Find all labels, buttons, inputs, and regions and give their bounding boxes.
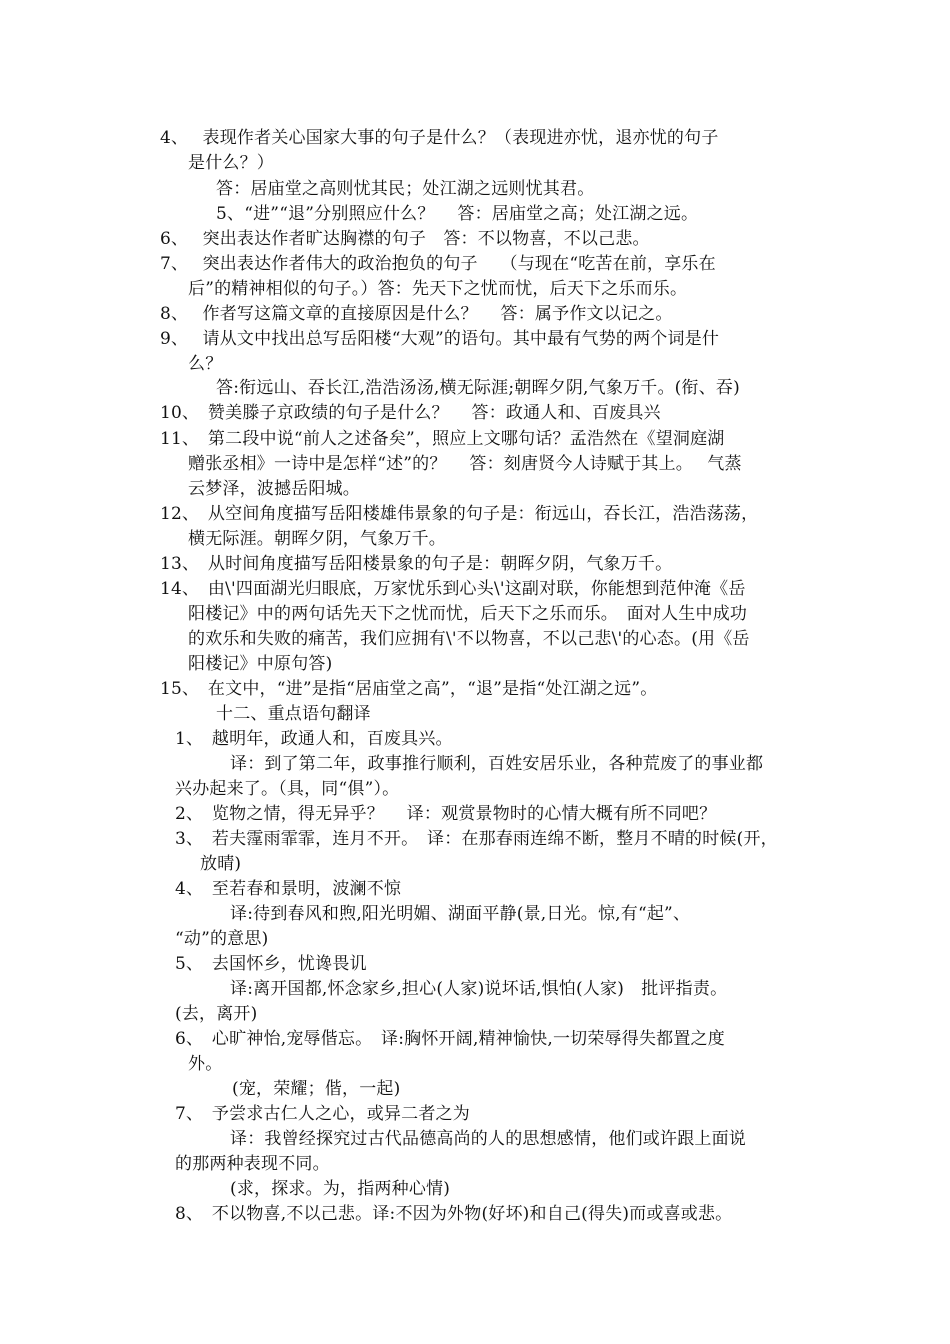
text-line: 5、“进”“退”分别照应什么？ 答：居庙堂之高；处江湖之远。 bbox=[216, 204, 699, 224]
text-line: 8、 不以物喜,不以己悲。译:不因为外物(好坏)和自己(得失)而或喜或悲。 bbox=[175, 1204, 733, 1224]
text-line: 13、 从时间角度描写岳阳楼景象的句子是：朝晖夕阴，气象万千。 bbox=[160, 554, 673, 574]
text-line: 1、 越明年，政通人和，百废具兴。 bbox=[175, 729, 453, 749]
text-line: 答:衔远山、吞长江,浩浩汤汤,横无际涯;朝晖夕阴,气象万千。(衔、吞) bbox=[216, 378, 740, 398]
text-line: “动”的意思) bbox=[175, 929, 269, 949]
text-line: 么？ bbox=[188, 354, 223, 374]
text-line: 9、 请从文中找出总写岳阳楼“大观”的语句。其中最有气势的两个词是什 bbox=[160, 329, 720, 349]
text-line: 的那两种表现不同。 bbox=[175, 1154, 330, 1174]
text-line: 7、 予尝求古仁人之心，或异二者之为 bbox=[175, 1104, 470, 1124]
text-line: (求，探求。为，指两种心情) bbox=[230, 1179, 451, 1199]
text-line: 是什么？） bbox=[188, 153, 274, 173]
text-line: 外。 bbox=[188, 1054, 223, 1074]
text-line: 译:离开国都,怀念家乡,担心(人家)说坏话,惧怕(人家) 批评指责。 bbox=[230, 979, 728, 999]
text-line: 4、 表现作者关心国家大事的句子是什么？（表现进亦忧，退亦忧的句子 bbox=[160, 128, 719, 148]
text-line: 横无际涯。朝晖夕阴，气象万千。 bbox=[188, 529, 446, 549]
text-line: 10、 赞美滕子京政绩的句子是什么？ 答：政通人和、百废具兴 bbox=[160, 403, 661, 423]
text-line: 15、 在文中，“进”是指“居庙堂之高”，“退”是指“处江湖之远”。 bbox=[160, 679, 658, 699]
text-line: 2、 览物之情，得无异乎？ 译：观赏景物时的心情大概有所不同吧？ bbox=[175, 804, 717, 824]
text-line: 3、 若夫霪雨霏霏，连月不开。 译：在那春雨连绵不断，整月不晴的时候(开， bbox=[175, 829, 778, 849]
text-line: 6、 突出表达作者旷达胸襟的句子 答：不以物喜，不以己悲。 bbox=[160, 229, 650, 249]
text-line: 译：我曾经探究过古代品德高尚的人的思想感情，他们或许跟上面说 bbox=[230, 1129, 746, 1149]
text-line: 赠张丞相》一诗中是怎样“述”的？ 答：刻唐贤今人诗赋于其上。 气蒸 bbox=[188, 454, 742, 474]
text-line: 14、 由\'四面湖光归眼底，万家忧乐到心头\'这副对联，你能想到范仲淹《岳 bbox=[160, 579, 746, 599]
text-line: 8、 作者写这篇文章的直接原因是什么？ 答：属予作文以记之。 bbox=[160, 304, 673, 324]
section-heading: 十二、重点语句翻译 bbox=[216, 704, 371, 724]
text-line: 译：到了第二年，政事推行顺利，百姓安居乐业，各种荒废了的事业都 bbox=[230, 754, 764, 774]
text-line: 4、 至若春和景明，波澜不惊 bbox=[175, 879, 402, 899]
text-line: 5、 去国怀乡，忧谗畏讥 bbox=[175, 954, 367, 974]
text-line: 译:待到春风和煦,阳光明媚、湖面平静(景,日光。惊,有“起”、 bbox=[230, 904, 691, 924]
text-line: (宠，荣耀；偕，一起) bbox=[232, 1079, 401, 1099]
text-line: 6、 心旷神怡,宠辱偕忘。 译:胸怀开阔,精神愉快,一切荣辱得失都置之度 bbox=[175, 1029, 725, 1049]
text-line: 11、 第二段中说“前人之述备矣”，照应上文哪句话？孟浩然在《望洞庭湖 bbox=[160, 429, 725, 449]
text-line: (去，离开) bbox=[175, 1004, 258, 1024]
text-line: 兴办起来了。（具，同“俱”）。 bbox=[175, 779, 400, 799]
text-line: 阳楼记》中原句答) bbox=[188, 654, 333, 674]
text-line: 云梦泽，波撼岳阳城。 bbox=[188, 479, 360, 499]
text-line: 阳楼记》中的两句话先天下之忧而忧，后天下之乐而乐。 面对人生中成功 bbox=[188, 604, 748, 624]
text-line: 12、 从空间角度描写岳阳楼雄伟景象的句子是：衔远山，吞长江，浩浩荡荡， bbox=[160, 504, 759, 524]
text-line: 后”的精神相似的句子。）答：先天下之忧而忧，后天下之乐而乐。 bbox=[188, 279, 688, 299]
text-line: 答：居庙堂之高则忧其民；处江湖之远则忧其君。 bbox=[216, 179, 595, 199]
text-line: 的欢乐和失败的痛苦，我们应拥有\'不以物喜，不以己悲\'的心态。(用《岳 bbox=[188, 629, 750, 649]
text-line: 7、 突出表达作者伟大的政治抱负的句子 （与现在“吃苦在前，享乐在 bbox=[160, 254, 716, 274]
text-line: 放晴) bbox=[200, 854, 242, 874]
